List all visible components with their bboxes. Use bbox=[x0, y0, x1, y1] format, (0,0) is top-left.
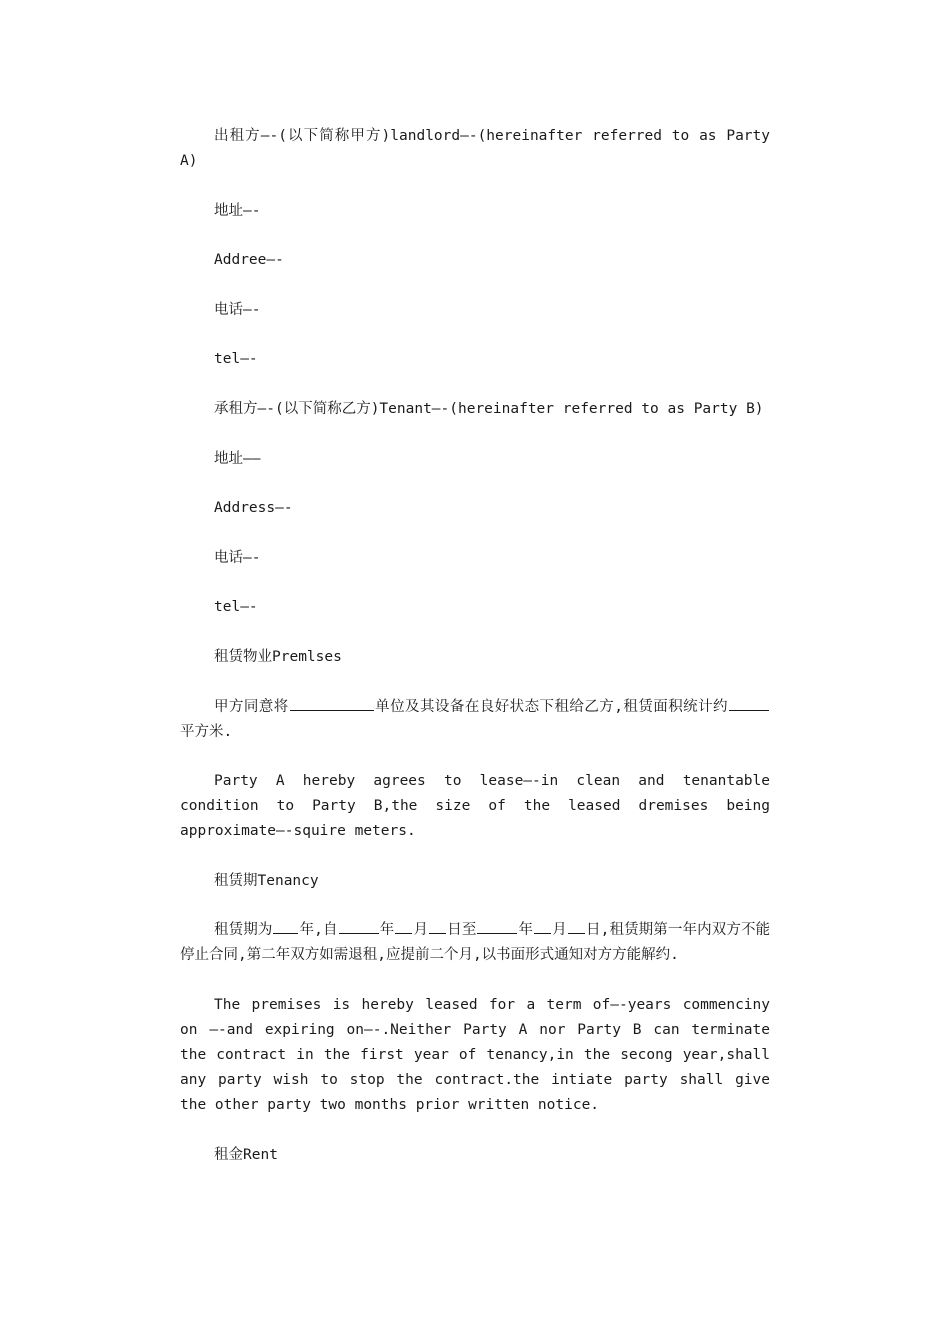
tenancy-heading: 租赁期Tenancy bbox=[214, 872, 319, 889]
landlord-address-en: Addree—- bbox=[214, 252, 284, 269]
tenant-line: 承租方—-(以下简称乙方)Tenant—-(hereinafter referred to as Party B) bbox=[214, 400, 764, 417]
premises-text-2: 单位及其设备在良好状态下租给乙方,租赁面积统计约 bbox=[374, 698, 729, 715]
end-month-blank bbox=[534, 919, 551, 934]
tenancy-clause-en: The premises is hereby leased for a term of—-years commenciny on —-and expiring on—-.Neither Party A nor Party B can terminate the contract in the first year of tenancy,in the secong year,shall any party wish to stop the contract.the intiate party shall give the other party two months prior written notice. bbox=[180, 996, 770, 1113]
tenant-phone-cn: 电话—- bbox=[214, 549, 261, 566]
landlord-line: 出租方—-(以下简称甲方)landlord—-(hereinafter referred to as Party A) bbox=[180, 128, 770, 169]
premises-text-3: 平方米. bbox=[180, 723, 233, 740]
tenancy-text-8: 日,租赁期第一年内双方不能停止合同,第二年双方如需退租,应提前二个月,以书面形式通知对方方能解约. bbox=[180, 922, 771, 964]
end-day-blank bbox=[568, 919, 585, 934]
start-year-blank bbox=[339, 919, 379, 934]
premises-text-1: 甲方同意将 bbox=[214, 698, 289, 715]
tenant-phone-en: tel—- bbox=[214, 599, 258, 616]
tenancy-text-1: 租赁期为 bbox=[214, 922, 273, 939]
document-body bbox=[180, 124, 770, 1192]
landlord-phone-cn: 电话—- bbox=[214, 301, 261, 318]
premises-heading: 租赁物业Premlses bbox=[214, 648, 342, 665]
area-blank bbox=[729, 696, 769, 711]
start-month-blank bbox=[395, 919, 412, 934]
landlord-address-cn: 地址—- bbox=[214, 202, 261, 219]
tenancy-text-5: 日至 bbox=[447, 922, 477, 939]
tenancy-text-3: 年 bbox=[379, 922, 395, 939]
landlord-phone-en: tel—- bbox=[214, 351, 258, 368]
tenant-address-en: Address—- bbox=[214, 500, 293, 517]
rent-heading: 租金Rent bbox=[214, 1146, 278, 1163]
tenancy-text-2: 年,自 bbox=[299, 922, 338, 939]
premises-clause-cn bbox=[180, 695, 770, 745]
tenancy-text-4: 月 bbox=[413, 922, 429, 939]
tenancy-clause-cn bbox=[180, 918, 770, 968]
end-year-blank bbox=[477, 919, 517, 934]
start-day-blank bbox=[429, 919, 446, 934]
premises-clause-en: Party A hereby agrees to lease—-in clean and tenantable condition to Party B,the size of the leased dremises being approximate—-squire meters. bbox=[180, 773, 770, 840]
tenancy-text-6: 年 bbox=[518, 922, 534, 939]
years-blank bbox=[273, 919, 298, 934]
unit-blank bbox=[290, 696, 374, 711]
tenancy-text-7: 月 bbox=[552, 922, 567, 939]
tenant-address-cn: 地址—— bbox=[214, 450, 261, 467]
